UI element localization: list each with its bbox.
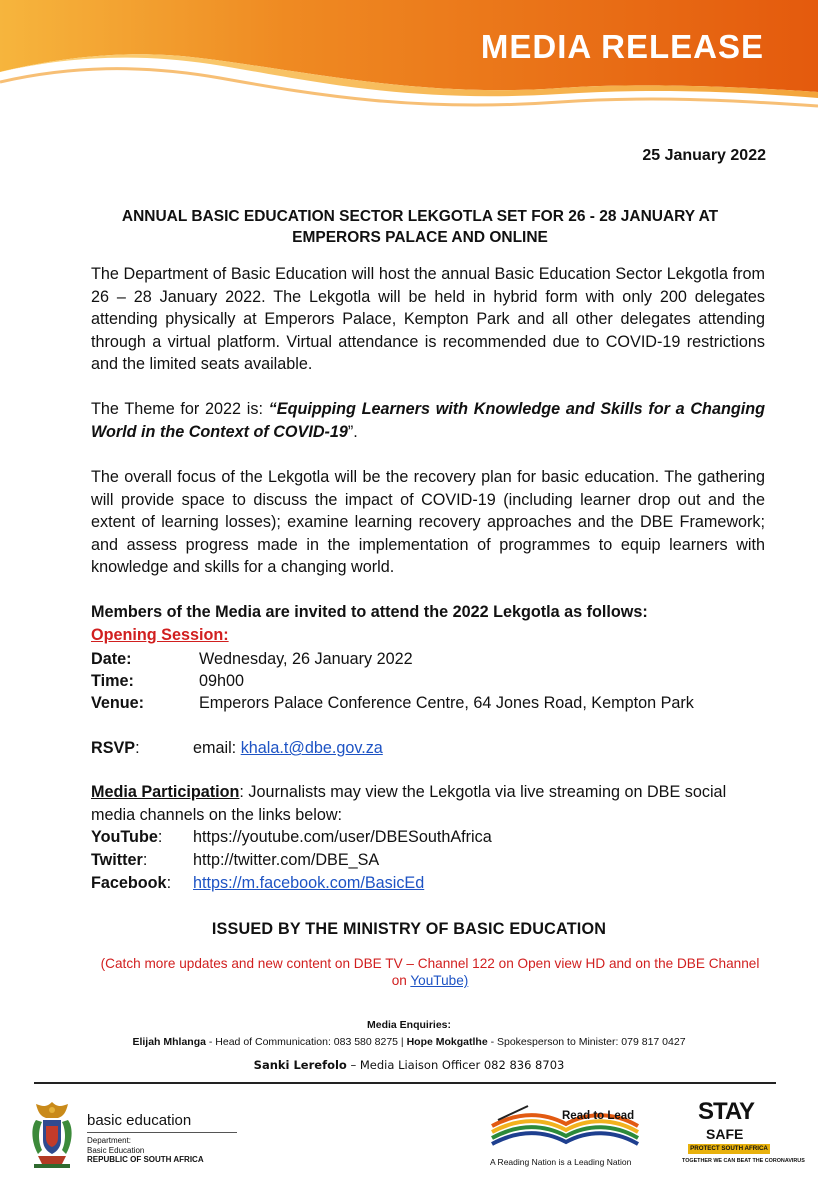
dbe-logo-divider [87,1132,237,1133]
theme-prefix: The Theme for 2022 is: [91,400,269,418]
dbe-tv-notice-text: (Catch more updates and new content on DBE TV – Channel 122 on Open view HD and on the DBE Channel on [100,956,760,988]
date-value: Wednesday, 26 January 2022 [199,650,413,668]
rsvp-email-link[interactable]: khala.t@dbe.gov.za [240,739,383,757]
media-enquiries-contacts [0,1036,818,1048]
facebook-label-text: Facebook [91,874,167,892]
contact-role-1: - Head of Communication: 083 580 8275 | [205,1036,407,1048]
contact-name-1: Elijah Mhlanga [132,1036,206,1048]
youtube-label [91,826,162,848]
facebook-url-link[interactable]: https://m.facebook.com/BasicEd [193,874,425,892]
dbe-department-text [87,1136,204,1165]
time-value: 09h00 [199,672,245,690]
headline: ANNUAL BASIC EDUCATION SECTOR LEKGOTLA SET FOR 26 - 28 JANUARY AT EMPERORS PALACE AND ONLINE [121,208,719,246]
venue-label: Venue: [91,694,145,712]
release-date: 25 January 2022 [642,147,766,164]
safe-word: SAFE [706,1126,744,1142]
twitter-colon: : [142,851,148,869]
media-invite-heading: Members of the Media are invited to attend the 2022 Lekgotla as follows: [91,603,648,621]
facebook-colon: : [166,874,172,892]
protect-sa-banner: PROTECT SOUTH AFRICA [688,1144,770,1154]
rsvp-label-text: RSVP [91,739,136,757]
venue-value: Emperors Palace Conference Centre, 64 Jones Road, Kempton Park [199,694,694,712]
stay-word: STAY [698,1098,755,1125]
twitter-url[interactable]: http://twitter.com/DBE_SA [193,851,380,869]
dbe-sub-line-1: Department: [87,1136,132,1145]
media-enquiries-title: Media Enquiries: [366,1019,451,1031]
footer-divider [34,1082,776,1084]
dbe-sub-line-3: REPUBLIC OF SOUTH AFRICA [87,1155,204,1164]
youtube-label-text: YouTube [91,828,158,846]
youtube-url[interactable]: https://youtube.com/user/DBESouthAfrica [193,828,492,846]
contact-role-2: - Spokesperson to Minister: 079 817 0427 [487,1036,686,1048]
time-label: Time: [91,672,134,690]
theme-quote: “Equipping Learners with Knowledge and Skills for a Changing World in the Context of COVID-19 [91,400,765,441]
read-to-lead-title: Read to Lead [562,1110,635,1122]
media-liaison-contact [0,1058,818,1072]
together-slogan: TOGETHER WE CAN BEAT THE CORONAVIRUS [682,1158,805,1164]
open-book-icon [488,1100,648,1156]
issued-by-heading: ISSUED BY THE MINISTRY OF BASIC EDUCATION [211,920,607,938]
dbe-tv-notice [100,955,760,989]
stay-safe-logo [680,1096,805,1172]
dbe-youtube-link[interactable]: YouTube) [410,973,469,988]
paragraph-theme [91,398,765,443]
twitter-label [91,849,147,871]
media-participation-label: Media Participation [91,783,240,801]
media-participation-paragraph [91,781,771,826]
rsvp-value [193,737,383,759]
contact-role-3: – Media Liaison Officer 082 836 8703 [346,1058,565,1072]
media-release-banner [0,0,818,120]
read-to-lead-logo [488,1100,648,1172]
read-to-lead-tagline: A Reading Nation is a Leading Nation [490,1157,632,1167]
dbe-sub-line-2: Basic Education [87,1145,145,1155]
youtube-colon: : [157,828,163,846]
theme-suffix: ”. [347,422,358,441]
contact-name-2: Hope Mokgatlhe [406,1036,488,1048]
rsvp-colon: : [135,739,140,757]
contact-name-3: Sanki Lerefolo [253,1058,347,1072]
media-participation-text: : Journalists may view the Lekgotla via live streaming on DBE social media channels on the links below: [91,783,727,824]
media-release-title: MEDIA RELEASE [480,28,764,65]
twitter-label-text: Twitter [91,851,143,869]
rsvp-email-prefix: email: [193,739,241,757]
dbe-name: basic education [87,1112,192,1129]
date-label: Date: [91,650,132,668]
paragraph-focus: The overall focus of the Lekgotla will be the recovery plan for basic education. The gathering will provide space to discuss the impact of COVID-19 (including learner drop out and the extent of learning losses); examine learning recovery approaches and the DBE Framework; and assess progress made in the implementation of programmes to equip learners with knowledge and skills for a changing world. [91,468,765,577]
dbe-logo [28,1098,248,1173]
coat-of-arms-icon [28,1098,76,1170]
facebook-label [91,872,171,894]
paragraph-intro: The Department of Basic Education will host the annual Basic Education Sector Lekgotla from 26 – 28 January 2022. The Lekgotla will be held in hybrid form with only 200 delegates attending physically at Emperors Palace, Kempton Park and all other delegates attending through a virtual platform. Virtual attendance is recommended due to COVID-19 restrictions and the limited seats available. [91,265,765,374]
opening-session-heading: Opening Session: [91,626,229,644]
rsvp-label [91,737,140,759]
